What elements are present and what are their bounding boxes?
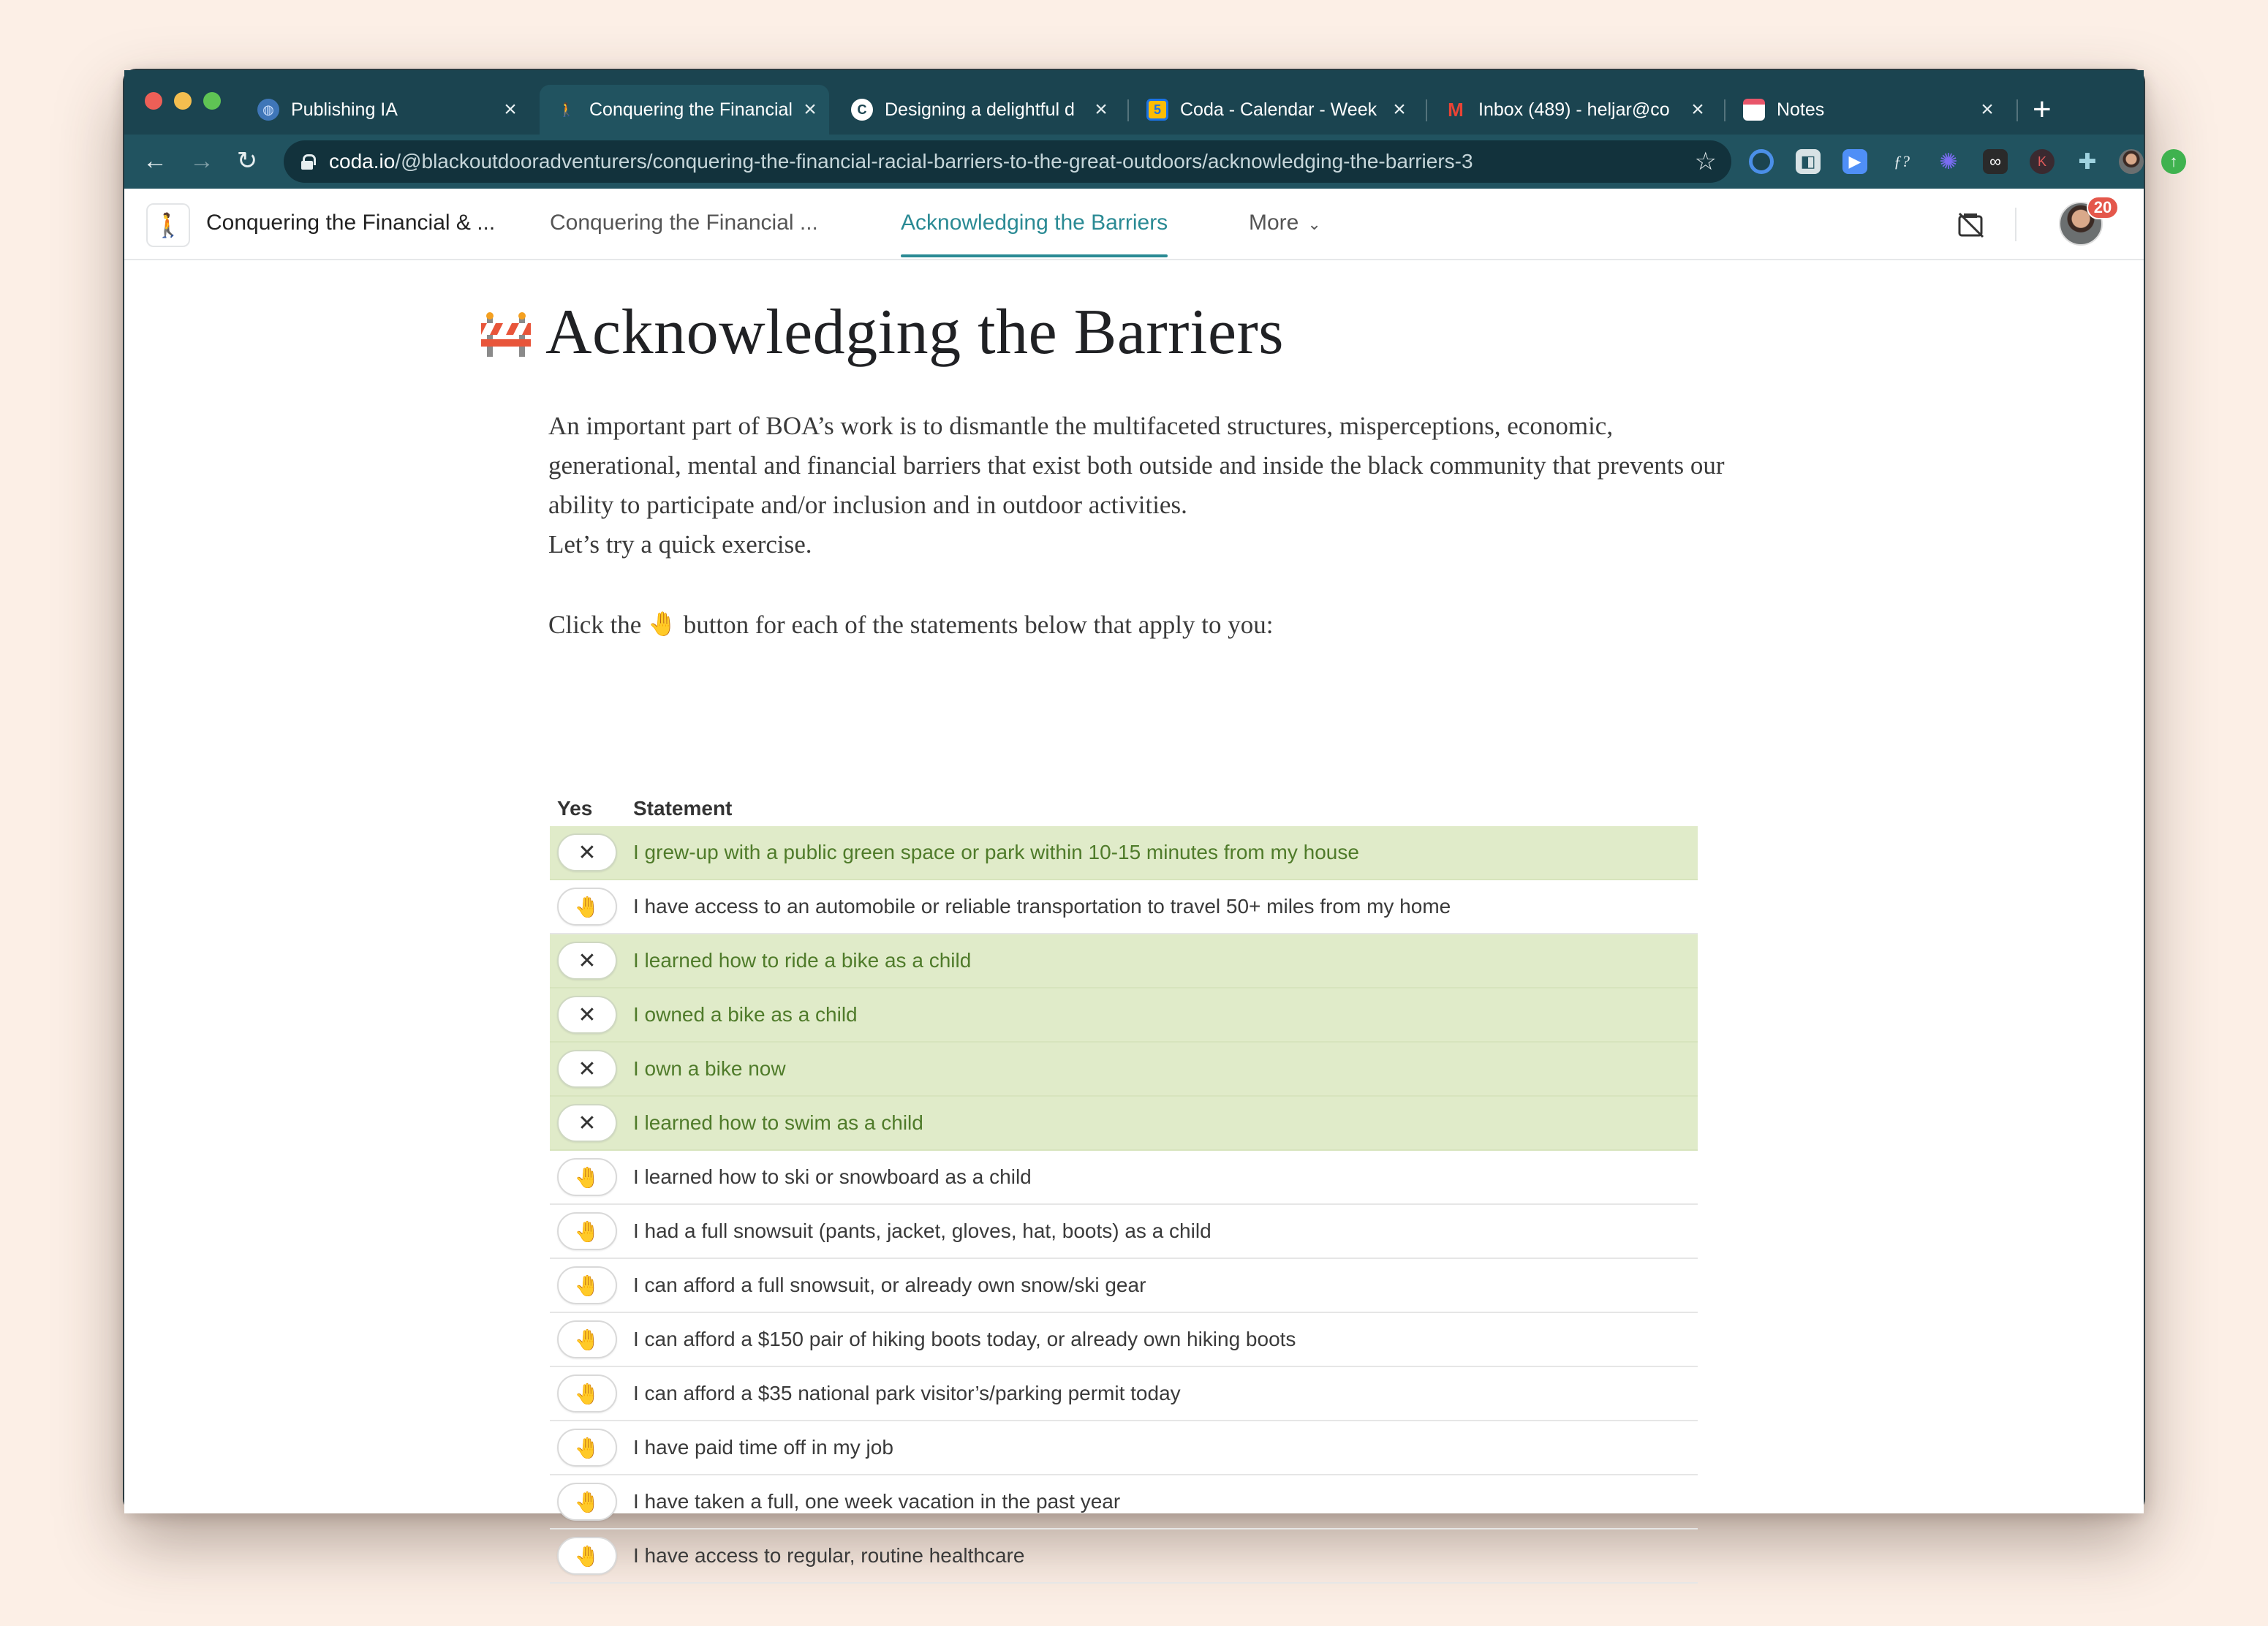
raised-hand-icon: 🤚	[648, 610, 677, 637]
extension-circle-icon[interactable]	[1749, 149, 1774, 174]
table-row	[550, 988, 1698, 1043]
statement-text: I can afford a $35 national park visitor’s/parking permit today	[633, 1382, 1181, 1404]
table-row	[550, 1043, 1698, 1097]
lock-icon	[301, 154, 313, 169]
table-row	[550, 826, 1698, 880]
coda-icon: C	[851, 99, 873, 121]
col-statement-header: Statement	[633, 797, 733, 820]
yes-cell	[550, 942, 633, 980]
raise-hand-button[interactable]	[557, 1212, 617, 1250]
statement-text: I learned how to ride a bike as a child	[633, 949, 972, 972]
table-row	[550, 934, 1698, 988]
close-icon[interactable]: ×	[1095, 97, 1108, 121]
table-body	[550, 826, 1698, 1584]
statement-text: I learned how to swim as a child	[633, 1111, 923, 1134]
gmail-icon: M	[1448, 98, 1464, 121]
intro-paragraph: An important part of BOA’s work is to dismantle the multifaceted structures, misperceptions, economic, generational, mental and financial barriers that exist both outside and inside the black community that prevents our ability to participate and/or inclusion and in outdoor activities.	[548, 412, 1725, 519]
globe-icon: ◍	[257, 99, 279, 121]
raised-hand-icon: 🤚	[574, 1165, 600, 1189]
forward-button[interactable]: →	[189, 147, 214, 175]
tab-acknowledging-barriers[interactable]: Acknowledging the Barriers	[901, 211, 1168, 235]
statement-text: I have access to an automobile or reliable transportation to travel 50+ miles from my home	[633, 895, 1451, 918]
chevron-down-icon: ⌄	[1307, 215, 1321, 233]
tab-publishing-ia[interactable]: ◍ Publishing IA ×	[241, 85, 534, 135]
tab-notes[interactable]: Notes ×	[1727, 85, 2011, 135]
close-icon[interactable]: ×	[1691, 97, 1704, 121]
tab-gmail[interactable]: M Inbox (489) - heljar@co ×	[1429, 85, 1721, 135]
yes-cell	[550, 888, 633, 926]
hiker-icon: 🚶	[558, 102, 575, 117]
raised-hand-icon: 🤚	[574, 1436, 600, 1459]
statement-text: I grew-up with a public green space or park within 10-15 minutes from my house	[633, 841, 1359, 863]
puzzle-icon[interactable]: ✚	[2078, 149, 2097, 174]
yes-cell	[550, 1374, 633, 1413]
tab-designing[interactable]: C Designing a delightful d ×	[835, 85, 1124, 135]
table-row	[550, 1313, 1698, 1367]
x-icon: ✕	[578, 1056, 597, 1081]
raise-hand-button[interactable]	[557, 1483, 617, 1521]
zoom-window-button[interactable]	[203, 92, 221, 110]
yes-cell	[550, 1104, 633, 1142]
raise-hand-button[interactable]	[557, 1537, 617, 1575]
unmark-x-button[interactable]	[557, 1050, 617, 1088]
tab-separator	[1724, 99, 1725, 121]
yes-cell	[550, 1320, 633, 1358]
table-row	[550, 1205, 1698, 1259]
raised-hand-icon: 🤚	[574, 1490, 600, 1513]
statement-text: I have access to regular, routine healthcare	[633, 1544, 1025, 1567]
yes-cell	[550, 1537, 633, 1575]
statement-text: I have paid time off in my job	[633, 1436, 893, 1459]
unmark-x-button[interactable]	[557, 942, 617, 980]
x-icon: ✕	[578, 840, 597, 865]
raise-hand-button[interactable]	[557, 1429, 617, 1467]
x-icon: ✕	[578, 1111, 597, 1135]
profile-avatar[interactable]	[2119, 149, 2144, 174]
yes-cell	[550, 1429, 633, 1467]
page-title: Acknowledging the Barriers	[545, 297, 1285, 368]
raised-hand-icon: 🤚	[574, 1220, 600, 1243]
raise-hand-button[interactable]	[557, 888, 617, 926]
unmark-x-button[interactable]	[557, 996, 617, 1034]
glasses-extension-icon[interactable]: ∞	[1983, 149, 2008, 174]
table-row	[550, 1421, 1698, 1475]
yes-cell	[550, 1212, 633, 1250]
statement-text: I have taken a full, one week vacation in the past year	[633, 1490, 1121, 1513]
doc-header	[124, 189, 2144, 260]
raised-hand-icon: 🤚	[574, 1328, 600, 1351]
unmark-x-button[interactable]	[557, 833, 617, 871]
yes-cell	[550, 1158, 633, 1196]
function-extension-icon[interactable]: ƒ?	[1894, 152, 1910, 170]
close-icon[interactable]: ×	[1981, 97, 1994, 121]
statement-text: I can afford a full snowsuit, or already own snow/ski gear	[633, 1274, 1146, 1296]
statement-text: I owned a bike as a child	[633, 1003, 858, 1026]
raise-hand-button[interactable]	[557, 1320, 617, 1358]
statement-text: I can afford a $150 pair of hiking boots today, or already own hiking boots	[633, 1328, 1296, 1350]
no-camera-icon[interactable]	[1957, 211, 1986, 240]
doc-logo-hiker-icon[interactable]: 🚶	[146, 203, 190, 247]
table-row	[550, 1151, 1698, 1205]
col-yes-header: Yes	[557, 797, 593, 820]
table-row	[550, 1475, 1698, 1529]
header-divider	[2015, 208, 2016, 241]
raise-hand-button[interactable]	[557, 1158, 617, 1196]
notes-icon	[1743, 99, 1765, 121]
yes-cell	[550, 1483, 633, 1521]
tab-conquering[interactable]: 🚶 Conquering the Financial ×	[540, 85, 829, 135]
table-row	[550, 1367, 1698, 1421]
statement-text: I own a bike now	[633, 1057, 786, 1080]
page-content	[124, 260, 2144, 1568]
k-extension-icon[interactable]: K	[2030, 149, 2055, 174]
close-icon[interactable]: ×	[1393, 97, 1406, 121]
zoom-extension-icon[interactable]: ▶	[1842, 149, 1867, 174]
back-button[interactable]: ←	[143, 147, 167, 175]
yes-cell	[550, 996, 633, 1034]
bookmark-star-icon[interactable]: ☆	[1694, 148, 1717, 175]
close-window-button[interactable]	[145, 92, 162, 110]
update-icon[interactable]: ↑	[2161, 149, 2186, 174]
statement-text: I had a full snowsuit (pants, jacket, gloves, hat, boots) as a child	[633, 1220, 1212, 1242]
address-bar[interactable]	[284, 140, 1731, 183]
barrier-icon	[481, 313, 531, 358]
table-row	[550, 1529, 1698, 1584]
raised-hand-icon: 🤚	[574, 1544, 600, 1568]
raised-hand-icon: 🤚	[574, 895, 600, 918]
doc-title[interactable]: Conquering the Financial & ...	[206, 211, 496, 235]
table-header	[550, 791, 1698, 826]
tab-separator	[2016, 99, 2018, 121]
url-text: coda.io/@blackoutdooradventurers/conquering-the-financial-racial-barriers-to-the-great-outdoors/acknowledging-the-barriers-3	[329, 150, 1473, 173]
instruction-after: button for each of the statements below that apply to you:	[683, 610, 1274, 639]
tab-conquering-page[interactable]: Conquering the Financial ...	[550, 211, 818, 235]
statement-text: I learned how to ski or snowboard as a child	[633, 1165, 1032, 1188]
new-tab-button[interactable]: +	[2033, 91, 2052, 127]
tab-separator	[1426, 99, 1427, 121]
x-icon: ✕	[578, 948, 597, 973]
browser-window	[123, 69, 2178, 1568]
tab-strip	[124, 70, 2144, 135]
instruction-text	[548, 604, 1733, 645]
tab-separator	[1127, 99, 1129, 121]
more-menu[interactable]	[1249, 211, 1321, 235]
statements-table	[550, 791, 1698, 1584]
raised-hand-icon: 🤚	[574, 1274, 600, 1297]
table-row	[550, 880, 1698, 934]
tab-calendar[interactable]: 5 Coda - Calendar - Week ×	[1130, 85, 1423, 135]
exercise-text: Let’s try a quick exercise.	[548, 530, 812, 559]
yes-cell	[550, 1266, 633, 1304]
extension-square-icon[interactable]: ◧	[1796, 149, 1821, 174]
table-row	[550, 1097, 1698, 1151]
table-row	[550, 1259, 1698, 1313]
reload-button[interactable]: ↻	[236, 147, 258, 175]
yes-cell	[550, 833, 633, 871]
x-icon: ✕	[578, 1002, 597, 1027]
close-icon[interactable]: ×	[504, 97, 517, 121]
browser-toolbar	[124, 135, 2178, 189]
minimize-window-button[interactable]	[174, 92, 192, 110]
instruction-before: Click the	[548, 610, 642, 639]
asterisk-extension-icon[interactable]: ✺	[1939, 149, 1958, 174]
calendar-icon: 5	[1146, 99, 1168, 121]
more-label: More	[1249, 211, 1299, 235]
yes-cell	[550, 1050, 633, 1088]
unmark-x-button[interactable]	[557, 1104, 617, 1142]
raise-hand-button[interactable]	[557, 1266, 617, 1304]
raise-hand-button[interactable]	[557, 1374, 617, 1413]
raised-hand-icon: 🤚	[574, 1382, 600, 1405]
notification-badge: 20	[2087, 196, 2119, 219]
close-icon[interactable]: ×	[804, 97, 817, 121]
